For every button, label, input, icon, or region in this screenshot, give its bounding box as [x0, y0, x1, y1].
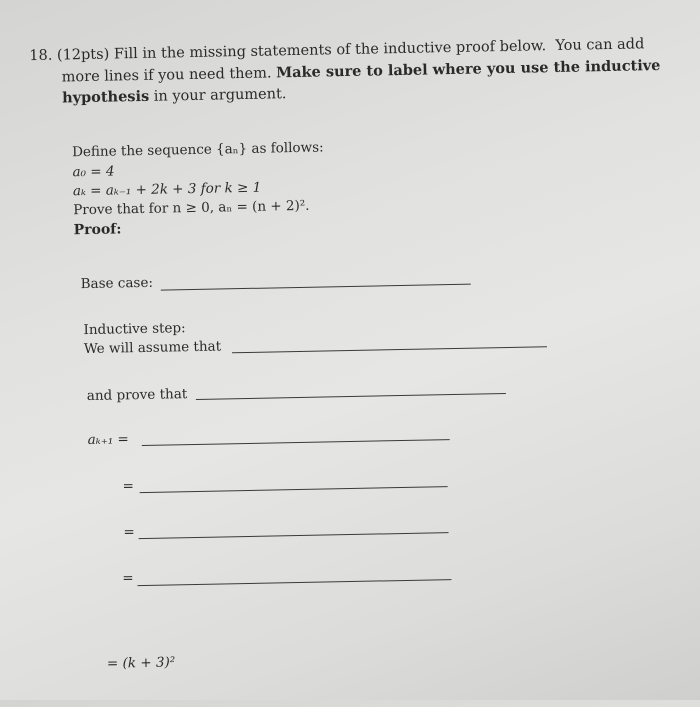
a-k-plus-1-blank[interactable] [142, 439, 450, 446]
definition-base: a₀ = 4 [72, 163, 115, 181]
a-k-plus-1-label: aₖ₊₁ = [87, 431, 129, 449]
assume-label: We will assume that [83, 338, 222, 358]
question-number: 18. [29, 47, 53, 65]
definition-intro: Define the sequence {aₙ} as follows: [71, 139, 324, 161]
definition-claim: Prove that for n ≥ 0, aₙ = (n + 2)². [73, 197, 310, 219]
question-emphasis-text: Make sure to label where you use the inductive [275, 56, 661, 82]
equation-blank-2[interactable] [139, 532, 449, 539]
inductive-step-label: Inductive step: [83, 320, 186, 339]
final-result: = (k + 3)² [106, 654, 176, 672]
prove-blank[interactable] [196, 393, 506, 400]
prove-label: and prove that [86, 386, 188, 405]
definition-recurrence: aₖ = aₖ₋₁ + 2k + 3 for k ≥ 1 [72, 179, 262, 200]
question-instruction-1: Fill in the missing statements of the inductive proof below. [113, 38, 547, 63]
base-case-blank[interactable] [161, 284, 471, 291]
question-line-3 [62, 83, 287, 109]
question-instruction-2: You can add [555, 36, 645, 54]
assume-blank[interactable] [232, 346, 547, 353]
question-hypothesis-word: hypothesis [61, 87, 150, 107]
proof-label: Proof: [73, 221, 122, 239]
equation-blank-3[interactable] [137, 579, 451, 586]
equals-sign-3: = [122, 570, 134, 587]
question-argument-text: in your argument. [153, 86, 287, 105]
equals-sign-2: = [123, 524, 135, 541]
equals-sign-1: = [122, 478, 135, 495]
base-case-label: Base case: [80, 274, 154, 293]
equation-blank-1[interactable] [140, 486, 448, 493]
question-more-lines-text: more lines if you need them. [61, 65, 272, 86]
question-points: (12pts) [56, 46, 110, 64]
